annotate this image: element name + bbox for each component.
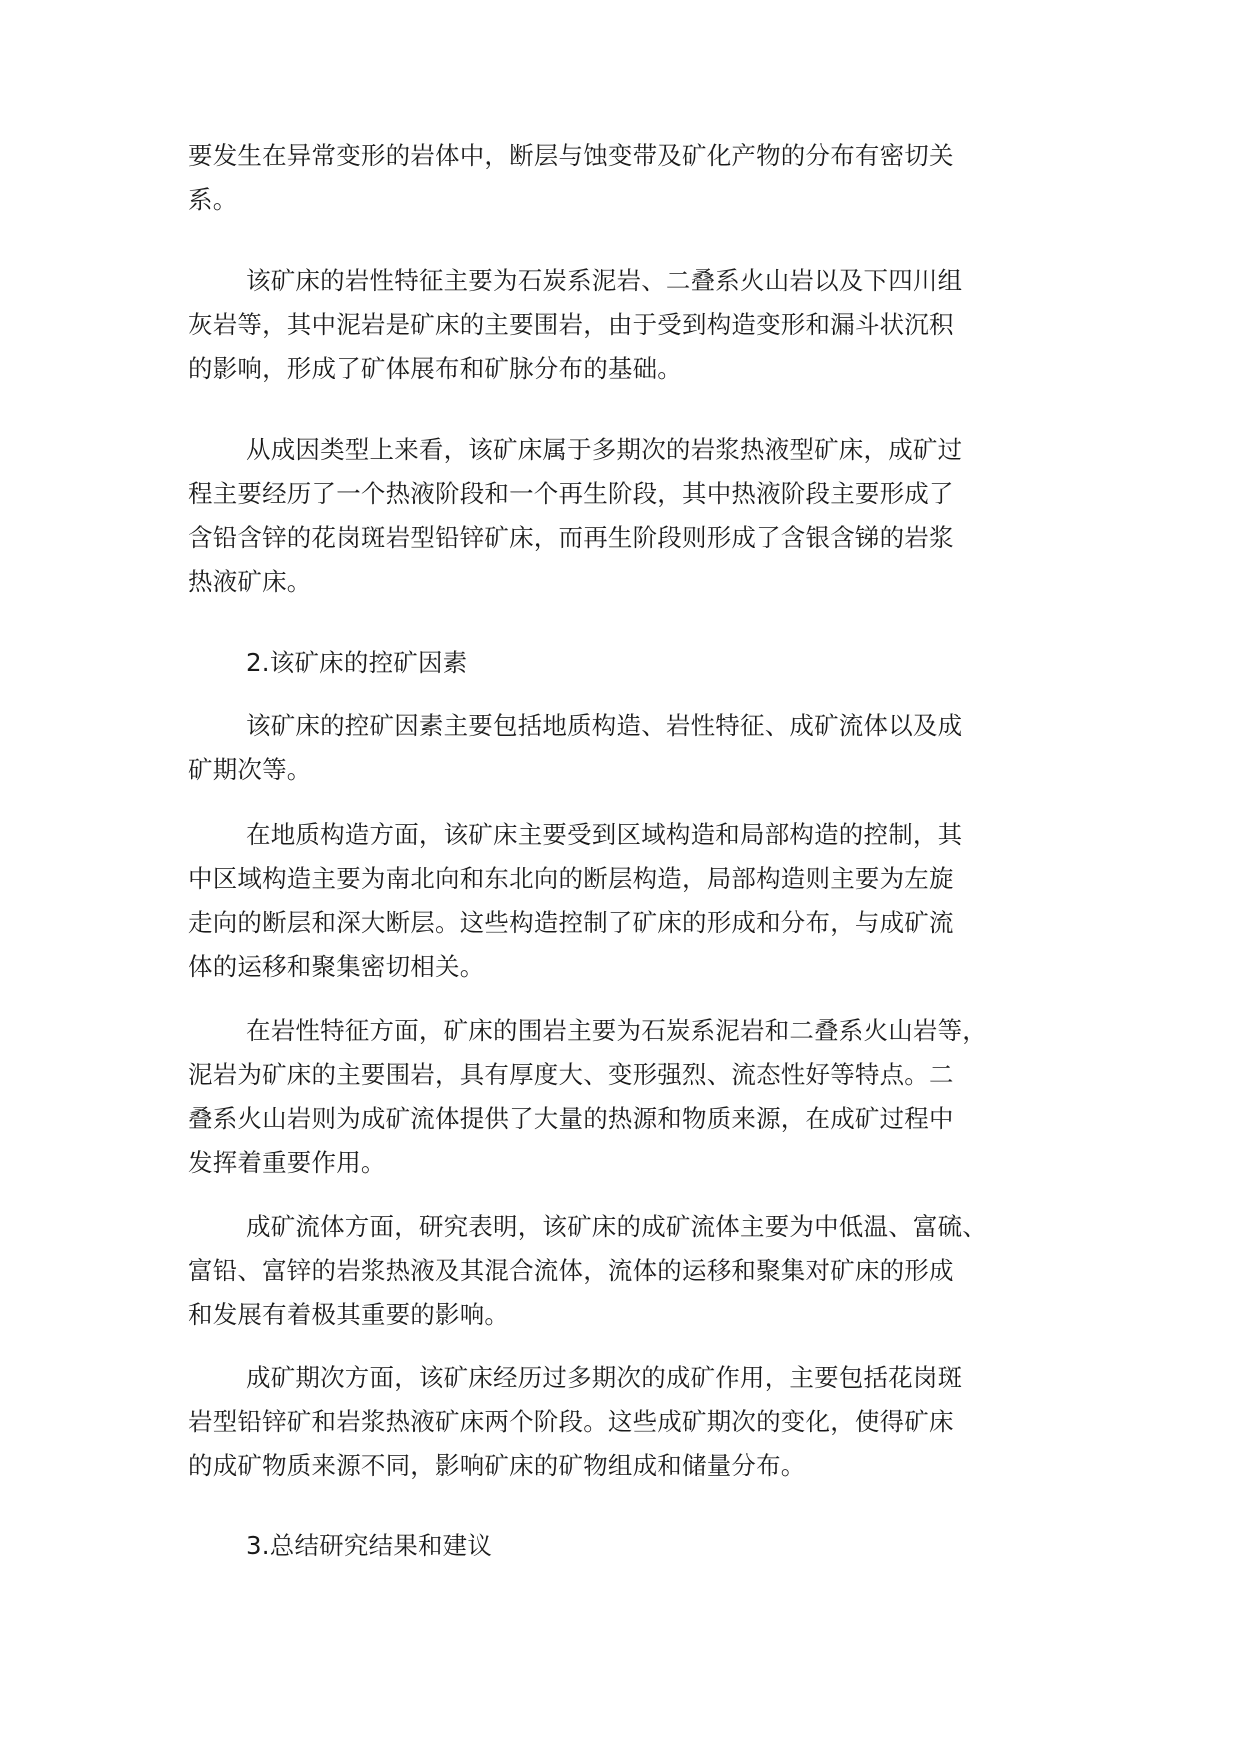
section-heading: 2.该矿床的控矿因素 (246, 648, 468, 677)
paragraph-first-line: 在岩性特征方面，矿床的围岩主要为石炭系泥岩和二叠系火山岩等， (246, 1016, 987, 1045)
paragraph-first-line: 该矿床的控矿因素主要包括地质构造、岩性特征、成矿流体以及成 (246, 711, 963, 740)
text-line: 中区域构造主要为南北向和东北向的断层构造，局部构造则主要为左旋 (188, 864, 954, 893)
text-line: 岩型铅锌矿和岩浆热液矿床两个阶段。这些成矿期次的变化，使得矿床 (188, 1407, 954, 1436)
text-line: 的成矿物质来源不同，影响矿床的矿物组成和储量分布。 (188, 1451, 806, 1480)
text-line: 叠系火山岩则为成矿流体提供了大量的热源和物质来源，在成矿过程中 (188, 1104, 954, 1133)
text-line: 含铅含锌的花岗斑岩型铅锌矿床，而再生阶段则形成了含银含锑的岩浆 (188, 523, 954, 552)
text-line: 系。 (188, 185, 238, 214)
paragraph-first-line: 成矿期次方面，该矿床经历过多期次的成矿作用，主要包括花岗斑 (246, 1363, 963, 1392)
text-line: 泥岩为矿床的主要围岩，具有厚度大、变形强烈、流态性好等特点。二 (188, 1060, 954, 1089)
text-line: 热液矿床。 (188, 567, 312, 596)
text-line: 矿期次等。 (188, 755, 312, 784)
text-line: 和发展有着极其重要的影响。 (188, 1300, 510, 1329)
text-line: 发挥着重要作用。 (188, 1148, 386, 1177)
paragraph-first-line: 在地质构造方面，该矿床主要受到区域构造和局部构造的控制，其 (246, 820, 963, 849)
paragraph-first-line: 成矿流体方面，研究表明，该矿床的成矿流体主要为中低温、富硫、 (246, 1212, 987, 1241)
section-heading: 3.总结研究结果和建议 (246, 1531, 493, 1560)
text-line: 走向的断层和深大断层。这些构造控制了矿床的形成和分布，与成矿流 (188, 908, 954, 937)
paragraph-first-line: 从成因类型上来看，该矿床属于多期次的岩浆热液型矿床，成矿过 (246, 435, 963, 464)
text-line: 要发生在异常变形的岩体中，断层与蚀变带及矿化产物的分布有密切关 (188, 141, 954, 170)
text-line: 富铅、富锌的岩浆热液及其混合流体，流体的运移和聚集对矿床的形成 (188, 1256, 954, 1285)
text-line: 体的运移和聚集密切相关。 (188, 952, 485, 981)
text-line: 的影响，形成了矿体展布和矿脉分布的基础。 (188, 354, 682, 383)
text-line: 程主要经历了一个热液阶段和一个再生阶段，其中热液阶段主要形成了 (188, 479, 954, 508)
paragraph-first-line: 该矿床的岩性特征主要为石炭系泥岩、二叠系火山岩以及下四川组 (246, 266, 963, 295)
text-line: 灰岩等，其中泥岩是矿床的主要围岩，由于受到构造变形和漏斗状沉积 (188, 310, 954, 339)
